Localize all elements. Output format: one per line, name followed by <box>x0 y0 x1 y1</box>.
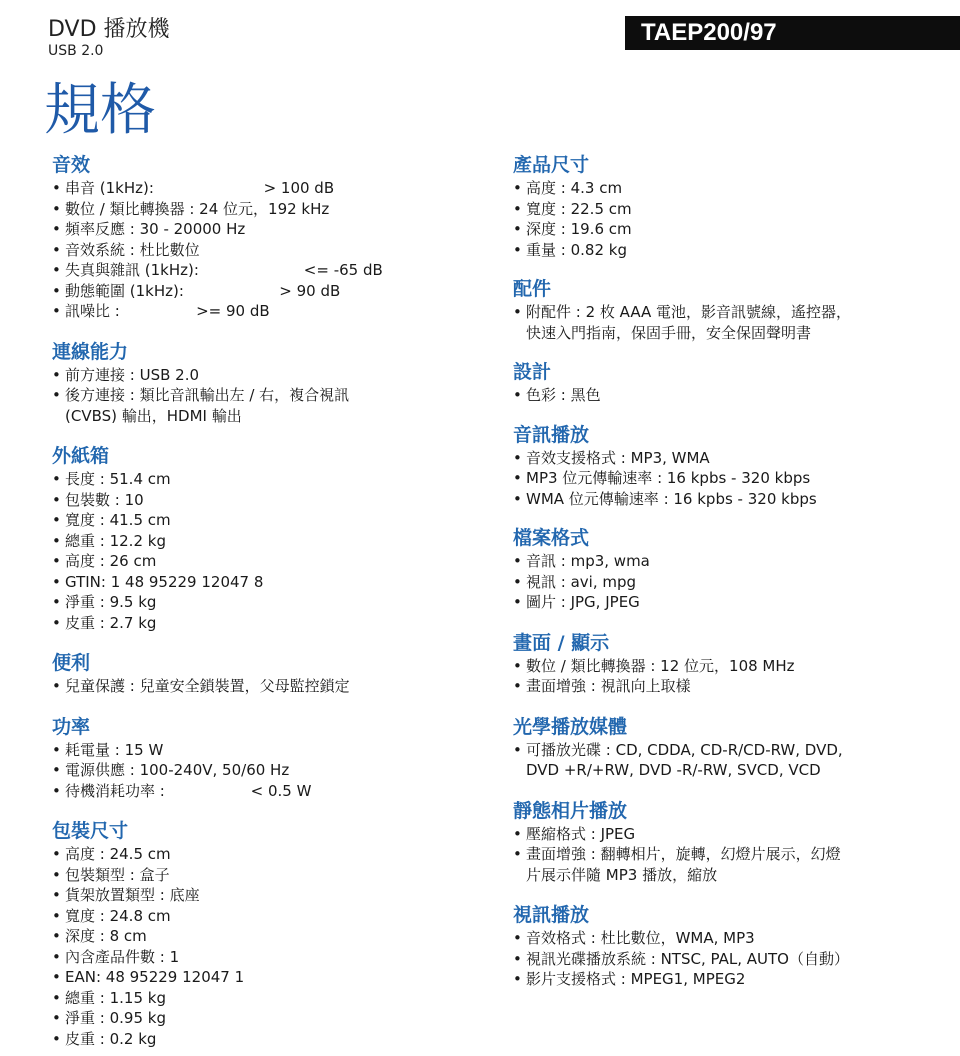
spec-item: • 音訊 : mp3, wma <box>513 551 933 572</box>
spec-item: • 貨架放置類型 : 底座 <box>52 885 482 906</box>
spec-item: • 待機消耗功率 : < 0.5 W <box>52 781 482 802</box>
spec-item: • 高度 : 24.5 cm <box>52 844 482 865</box>
section-title: 檔案格式 <box>513 527 590 549</box>
right-section-6 <box>513 715 933 781</box>
spec-item: • 深度 : 19.6 cm <box>513 219 933 240</box>
left-section-3 <box>52 651 482 697</box>
section-title: 便利 <box>52 652 91 674</box>
spec-item: • 數位 / 類比轉換器 : 12 位元，108 MHz <box>513 656 933 677</box>
left-column <box>52 153 482 1049</box>
spec-item: • 淨重 : 0.95 kg <box>52 1008 482 1029</box>
spec-item: • 圖片 : JPG, JPEG <box>513 592 933 613</box>
spec-item: • 總重 : 1.15 kg <box>52 988 482 1009</box>
spec-list <box>513 302 933 343</box>
spec-item: • 寬度 : 24.8 cm <box>52 906 482 927</box>
right-column <box>513 153 933 990</box>
right-section-0 <box>513 153 933 260</box>
spec-item: • WMA 位元傳輸速率 : 16 kpbs - 320 kbps <box>513 489 933 510</box>
right-section-7 <box>513 799 933 886</box>
right-section-5 <box>513 631 933 697</box>
spec-item: • 高度 : 4.3 cm <box>513 178 933 199</box>
spec-list <box>513 824 933 886</box>
section-title: 包裝尺寸 <box>52 820 129 842</box>
section-title: 產品尺寸 <box>513 154 590 176</box>
spec-item: • 淨重 : 9.5 kg <box>52 592 482 613</box>
spec-item: • 皮重 : 2.7 kg <box>52 613 482 634</box>
spec-item: • 深度 : 8 cm <box>52 926 482 947</box>
left-section-5 <box>52 819 482 1049</box>
left-section-2 <box>52 444 482 633</box>
right-section-2 <box>513 360 933 406</box>
spec-list <box>513 928 933 990</box>
spec-list <box>52 469 482 633</box>
section-title: 配件 <box>513 278 552 300</box>
spec-item: • 可播放光碟 : CD, CDDA, CD-R/CD-RW, DVD, DVD +R/+RW, DVD -R/-RW, SVCD, VCD <box>513 740 933 781</box>
spec-list <box>513 656 933 697</box>
spec-item: • 動態範圍 (1kHz): > 90 dB <box>52 281 482 302</box>
section-title: 畫面 / 顯示 <box>513 631 610 654</box>
spec-item: • 音效系統 : 杜比數位 <box>52 240 482 261</box>
spec-item: • 失真與雜訊 (1kHz): <= -65 dB <box>52 260 482 281</box>
right-section-8 <box>513 903 933 990</box>
section-title: 功率 <box>52 715 91 738</box>
spec-item: • 重量 : 0.82 kg <box>513 240 933 261</box>
spec-item: • 視訊 : avi, mpg <box>513 572 933 593</box>
right-section-3 <box>513 423 933 510</box>
spec-item: • 音效支援格式 : MP3, WMA <box>513 448 933 469</box>
spec-item: • 包裝類型 : 盒子 <box>52 865 482 886</box>
spec-list <box>513 178 933 260</box>
section-title: 靜態相片播放 <box>513 799 628 822</box>
section-title: 連線能力 <box>52 340 129 363</box>
spec-item: • 影片支援格式 : MPEG1, MPEG2 <box>513 969 933 990</box>
spec-list <box>513 740 933 781</box>
section-title: 音效 <box>52 154 91 176</box>
spec-item: • GTIN: 1 48 95229 12047 8 <box>52 572 482 593</box>
left-section-4 <box>52 715 482 802</box>
left-section-0 <box>52 153 482 322</box>
page-heading: 規格 <box>44 78 156 143</box>
spec-item: • 寬度 : 41.5 cm <box>52 510 482 531</box>
spec-item: • 數位 / 類比轉換器 : 24 位元，192 kHz <box>52 199 482 220</box>
spec-item: • 畫面增強 : 視訊向上取樣 <box>513 676 933 697</box>
section-title: 外紙箱 <box>52 445 110 467</box>
spec-item: • 訊噪比 : >= 90 dB <box>52 301 482 322</box>
spec-list <box>52 740 482 802</box>
spec-item: • 音效格式 : 杜比數位，WMA, MP3 <box>513 928 933 949</box>
section-title: 音訊播放 <box>513 423 590 446</box>
spec-item: • 包裝數 : 10 <box>52 490 482 511</box>
spec-item: • 內含產品件數 : 1 <box>52 947 482 968</box>
spec-item: • 長度 : 51.4 cm <box>52 469 482 490</box>
spec-item: • EAN: 48 95229 12047 1 <box>52 967 482 988</box>
spec-list <box>513 448 933 510</box>
product-title: DVD 播放機 <box>48 17 170 42</box>
spec-item: • 後方連接 : 類比音訊輸出左 / 右，複合視訊 (CVBS) 輸出，HDMI 輸出 <box>52 385 482 426</box>
right-section-1 <box>513 277 933 343</box>
spec-list <box>52 844 482 1049</box>
spec-item: • 高度 : 26 cm <box>52 551 482 572</box>
spec-item: • 串音 (1kHz): > 100 dB <box>52 178 482 199</box>
section-title: 設計 <box>513 361 552 383</box>
spec-item: • 視訊光碟播放系統 : NTSC, PAL, AUTO（自動） <box>513 949 933 970</box>
spec-list <box>513 385 933 406</box>
spec-item: • 前方連接 : USB 2.0 <box>52 365 482 386</box>
spec-item: • 兒童保護 : 兒童安全鎖裝置，父母監控鎖定 <box>52 676 482 697</box>
section-title: 光學播放媒體 <box>513 715 628 738</box>
left-section-1 <box>52 340 482 427</box>
spec-item: • 附配件 : 2 枚 AAA 電池，影音訊號線，遙控器， 快速入門指南，保固手冊，安全保固聲明書 <box>513 302 933 343</box>
spec-item: • 色彩 : 黑色 <box>513 385 933 406</box>
section-title: 視訊播放 <box>513 904 590 926</box>
spec-item: • 壓縮格式 : JPEG <box>513 824 933 845</box>
spec-item: • 皮重 : 0.2 kg <box>52 1029 482 1050</box>
spec-item: • 頻率反應 : 30 - 20000 Hz <box>52 219 482 240</box>
spec-list <box>52 178 482 322</box>
spec-item: • 總重 : 12.2 kg <box>52 531 482 552</box>
model-badge: TAEP200/97 <box>625 16 960 50</box>
spec-list <box>52 365 482 427</box>
spec-item: • 電源供應 : 100-240V, 50/60 Hz <box>52 760 482 781</box>
right-section-4 <box>513 526 933 613</box>
spec-item: • 畫面增強 : 翻轉相片，旋轉，幻燈片展示，幻燈 片展示伴隨 MP3 播放，縮放 <box>513 844 933 885</box>
product-subtitle: USB 2.0 <box>48 43 104 59</box>
spec-item: • 寬度 : 22.5 cm <box>513 199 933 220</box>
spec-list <box>513 551 933 613</box>
spec-list <box>52 676 482 697</box>
spec-item: • MP3 位元傳輸速率 : 16 kpbs - 320 kbps <box>513 468 933 489</box>
spec-item: • 耗電量 : 15 W <box>52 740 482 761</box>
